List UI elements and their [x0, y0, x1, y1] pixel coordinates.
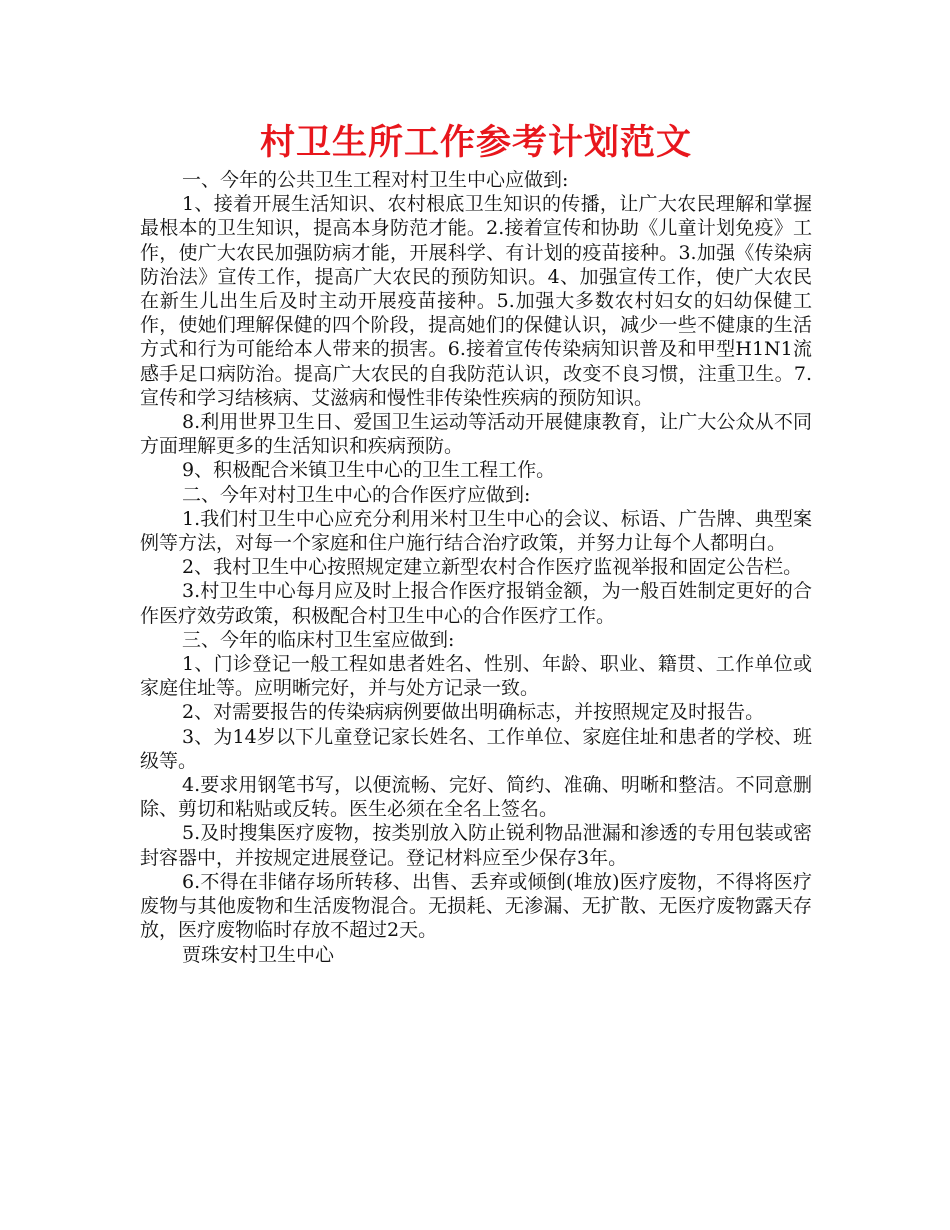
paragraph-14: 5.及时搜集医疗废物，按类别放入防止锐利物品泄漏和渗透的专用包装或密封容器中，并按规定进展登记。登记材料应至少保存3年。: [140, 822, 812, 869]
paragraph-6: 1.我们村卫生中心应充分利用米村卫生中心的会议、标语、广告牌、典型案例等方法，对每一个家庭和住户施行结合治疗政策，并努力让每个人都明白。: [140, 507, 812, 555]
document-page: [140, 118, 812, 967]
paragraph-11: 2、对需要报告的传染病病例要做出明确标志，并按照规定及时报告。: [182, 701, 765, 724]
document-title: 村卫生所工作参考计划范文: [259, 123, 692, 163]
paragraph-13: 4.要求用钢笔书写，以便流畅、完好、简约、准确、明晰和整洁。不同意删除、剪切和粘贴或反转。医生必须在全名上签名。: [140, 774, 812, 821]
paragraph-3: 8.利用世界卫生日、爱国卫生运动等活动开展健康教育，让广大公众从不同方面理解更多的生活知识和疾病预防。: [140, 411, 812, 458]
paragraph-15: 6.不得在非储存场所转移、出售、丢弃或倾倒(堆放)医疗废物，不得将医疗废物与其他废物和生活废物混合。无损耗、无渗漏、无扩散、无医疗废物露天存放，医疗废物临时存放不超过2天。: [140, 870, 812, 942]
paragraph-7: 2、我村卫生中心按照规定建立新型农村合作医疗监视举报和固定公告栏。: [182, 556, 803, 579]
paragraph-4: 9、积极配合米镇卫生中心的卫生工程工作。: [182, 459, 556, 482]
paragraph-10: 1、门诊登记一般工程如患者姓名、性别、年龄、职业、籍贯、工作单位或家庭住址等。应明晰完好，并与处方记录一致。: [140, 653, 812, 700]
paragraph-8: 3.村卫生中心每月应及时上报合作医疗报销金额，为一般百姓制定更好的合作医疗效劳政策，积极配合村卫生中心的合作医疗工作。: [140, 580, 812, 627]
document-body: [140, 168, 812, 967]
paragraph-12: 3、为14岁以下儿童登记家长姓名、工作单位、家庭住址和患者的学校、班级等。: [140, 725, 812, 772]
paragraph-9: 三、今年的临床村卫生室应做到:: [182, 628, 455, 651]
paragraph-5: 二、今年对村卫生中心的合作医疗应做到:: [182, 483, 531, 506]
signature: 贾珠安村卫生中心: [182, 943, 335, 966]
paragraph-1: 一、今年的公共卫生工程对村卫生中心应做到:: [182, 169, 569, 191]
paragraph-2: 1、接着开展生活知识、农村根底卫生知识的传播，让广大农民理解和掌握最根本的卫生知识，提高本身防范才能。2.接着宣传和协助《儿童计划免疫》工作，使广大农民加强防病才能，开展科学、有计划的疫苗接种。3.加强《传染病防治法》宣传工作，提高广大农民的预防知识。4、加强宣传工作，使广大农民在新生儿出生后及时主动开展疫苗接种。5.加强大多数农村妇女的妇幼保健工作，使她们理解保健的四个阶段，提高她们的保健认识，减少一些不健康的生活方式和行为可能给本人带来的损害。6.接着宣传传染病知识普及和甲型H1N1流感手足口病防治。提高广大农民的自我防范认识，改变不良习惯，注重卫生。7.宣传和学习结核病、艾滋病和慢性非传染性疾病的预防知识。: [140, 193, 812, 409]
